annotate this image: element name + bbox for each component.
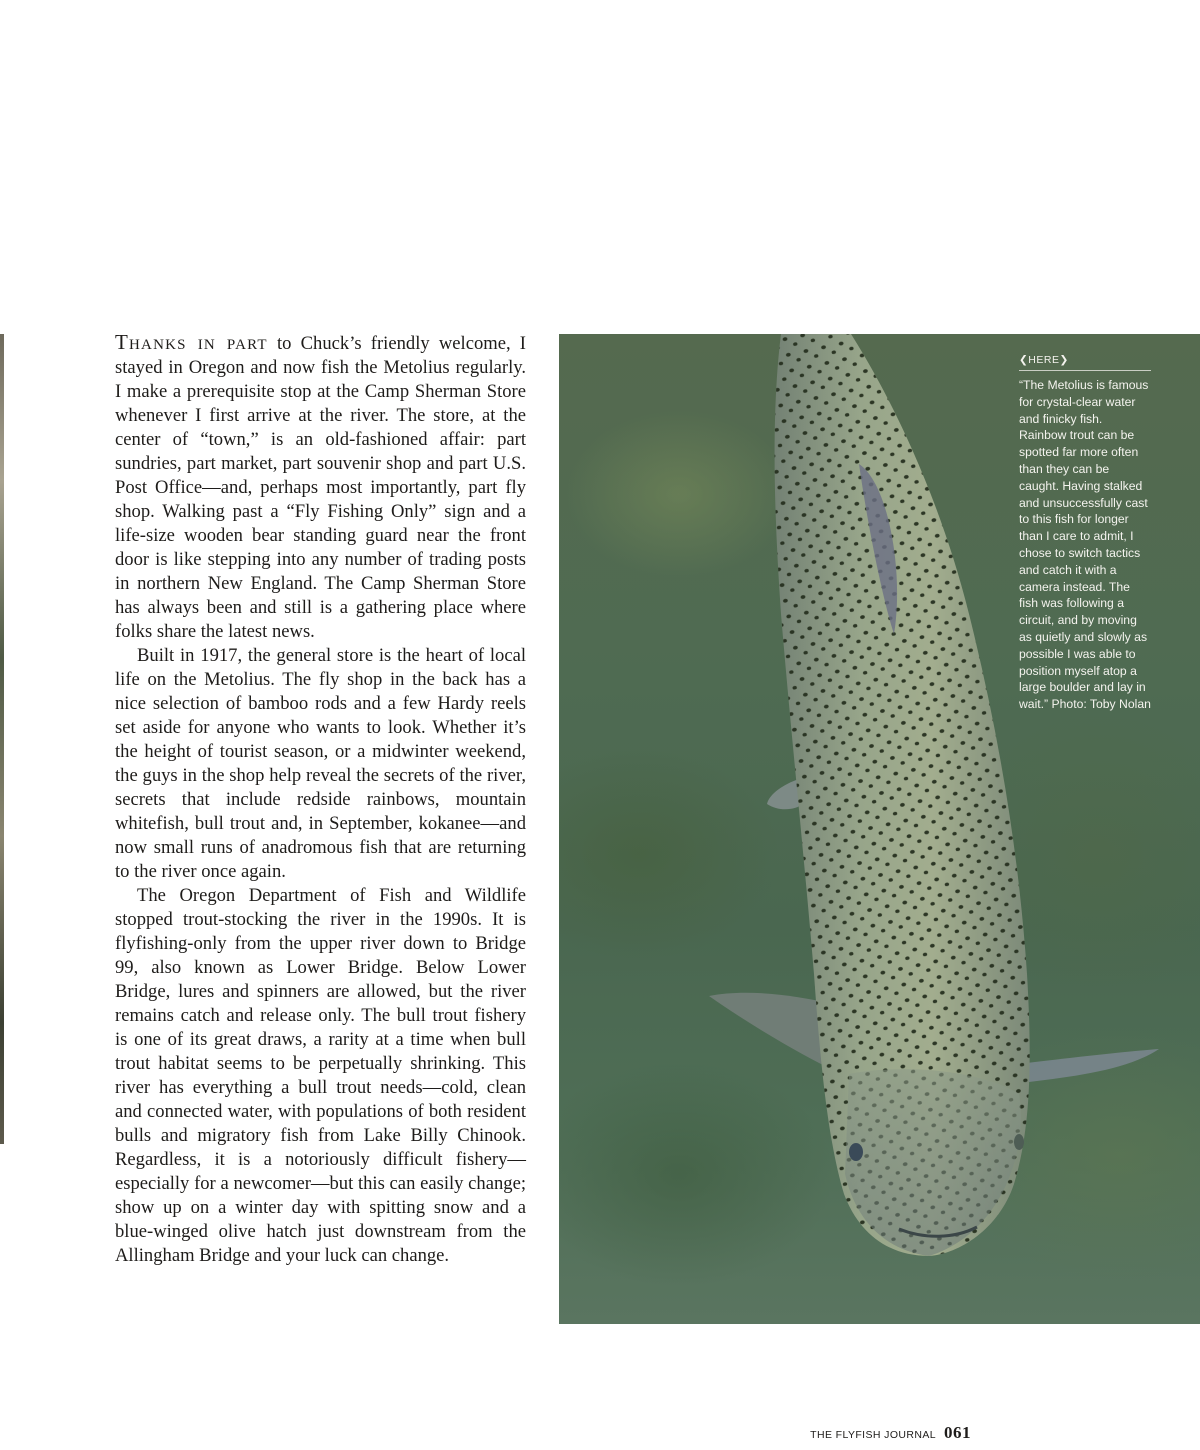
lead-in-smallcaps: Thanks in part bbox=[115, 330, 268, 354]
page-number: 061 bbox=[944, 1423, 971, 1442]
caption-text: “The Metolius is famous for crystal-clear water and finicky fish. Rainbow trout can be spotted far more often than they can be caught. Having stalked and unsuccessfully cast to this fish for longer than I care to admit, I chose to switch tactics and catch it with a camera instead. The fish was following a circuit, and by moving as quietly and slowly as possible I was able to position myself atop a large boulder and lay in wait.” Photo: Toby Nolan bbox=[1019, 378, 1151, 712]
article-paragraph-2: Built in 1917, the general store is the heart of local life on the Metolius. The fly shop in the back has a nice selection of bamboo rods and a few Hardy reels set aside for anyone who wants to look. Whether it’s the height of tourist season, or a midwinter weekend, the guys in the shop help reveal the secrets of the river, secrets that include redside rainbows, mountain whitefish, bull trout and, in September, kokanee—and now small runs of anadromous fish that are returning to the river once again. bbox=[115, 645, 526, 882]
trout-photo bbox=[559, 334, 1200, 1324]
right-pectoral-fin bbox=[1019, 1049, 1159, 1082]
page-footer bbox=[810, 1423, 971, 1443]
paragraph-1-text: to Chuck’s friendly welcome, I stayed in Oregon and now fish the Metolius regularly. I make a prerequisite stop at the Camp Sherman Store whenever I first arrive at the river. The store, at the center of “town,” is an old-fashioned affair: part sundries, part market, part souvenir shop and part U.S. Post Office—and, perhaps most importantly, part fly shop. Walking past a “Fly Fishing Only” sign and a life-size wooden bear standing guard near the front door is like stepping into any number of trading posts in northern New England. The Camp Sherman Store has always been and still is a gathering place where folks share the latest news. bbox=[115, 333, 526, 642]
article-paragraph-3: The Oregon Department of Fish and Wildlife stopped trout-stocking the river in the 1990s. It is flyfishing-only from the upper river down to Bridge 99, also known as Lower Bridge. Below Lower Bridge, lures and spinners are allowed, but the river remains catch and release only. The bull trout fishery is one of its great draws, a rarity at a time when bull trout habitat seems to be perpetually shrinking. This river has everything a bull trout needs—cold, clean and connected water, with populations of both resident bulls and migratory fish from Lake Billy Chinook. Regardless, it is a notoriously difficult fishery—especially for a newcomer—but this can easily change; show up on a winter day with spitting snow and a blue-winged olive hatch just downstream from the Allingham Bridge and your luck can change. bbox=[115, 885, 526, 1266]
caption-here-tag: ❮HERE❯ bbox=[1019, 354, 1151, 371]
fish-body bbox=[759, 334, 1049, 1264]
publication-name: THE FLYFISH JOURNAL bbox=[810, 1429, 936, 1441]
article-body bbox=[115, 330, 526, 1268]
fish-right-eye bbox=[1014, 1134, 1024, 1150]
adjacent-photo-edge bbox=[0, 334, 4, 1144]
article-paragraph-1 bbox=[115, 330, 526, 644]
photo-caption bbox=[1019, 354, 1151, 713]
fish-left-eye bbox=[849, 1143, 863, 1161]
